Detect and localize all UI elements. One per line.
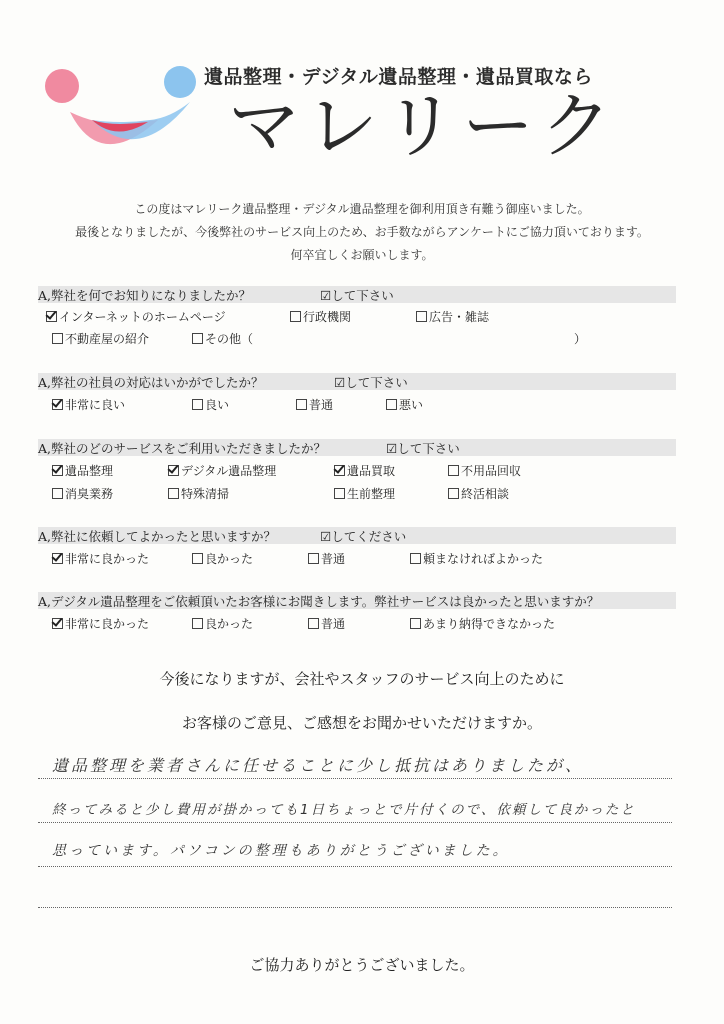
q1-option-internet[interactable]: インターネットのホームページ: [46, 308, 226, 325]
checkbox-icon: [410, 618, 421, 629]
checkbox-icon: [192, 618, 203, 629]
q5-option-normal[interactable]: 普通: [308, 615, 345, 632]
brand-name: マレリーク: [228, 84, 619, 168]
checkbox-checked-icon: [46, 311, 57, 322]
q1-option-other[interactable]: その他（: [192, 330, 253, 347]
q5-option-good[interactable]: 良かった: [192, 615, 253, 632]
checkbox-checked-icon: [52, 553, 63, 564]
q1-option-advertising[interactable]: 広告・雑誌: [416, 308, 489, 325]
q3-option-deodorizing[interactable]: 消臭業務: [52, 485, 113, 502]
q4-option-very-good[interactable]: 非常に良かった: [52, 550, 149, 567]
dotted-line: [38, 778, 672, 779]
checkbox-icon: [52, 488, 63, 499]
q3-option-estate-cleanup[interactable]: 遺品整理: [52, 462, 113, 479]
q4-option-should-not-have[interactable]: 頼まなければよかった: [410, 550, 543, 567]
q1-option-other-close: ）: [574, 332, 587, 346]
q3-option-end-of-life-consult[interactable]: 終活相談: [448, 485, 509, 502]
handwriting-line-3: 思っています。パソコンの整理もありがとうございました。: [52, 843, 510, 859]
checkbox-icon: [192, 553, 203, 564]
dotted-line: [38, 907, 672, 908]
checkbox-icon: [334, 488, 345, 499]
q4-option-good[interactable]: 良かった: [192, 550, 253, 567]
checkbox-icon: [192, 333, 203, 344]
question-3-text: A,弊社のどのサービスをご利用いただきましたか？: [38, 441, 327, 456]
checkbox-checked-icon: [52, 618, 63, 629]
q3-option-digital-cleanup[interactable]: デジタル遺品整理: [168, 462, 276, 479]
q2-option-bad[interactable]: 悪い: [386, 396, 423, 413]
checkbox-checked-icon: [52, 399, 63, 410]
checkbox-checked-icon: [168, 465, 179, 476]
checkbox-icon: [448, 488, 459, 499]
q5-option-very-good[interactable]: 非常に良かった: [52, 615, 149, 632]
question-4-text: A,弊社に依頼してよかったと思いますか？: [38, 529, 277, 544]
q4-option-normal[interactable]: 普通: [308, 550, 345, 567]
q1-option-government[interactable]: 行政機関: [290, 308, 351, 325]
dotted-line: [38, 822, 672, 823]
question-5-text: A,デジタル遺品整理をご依頼頂いたお客様にお聞きします。弊社サービスは良かったと思いますか？: [38, 594, 600, 609]
checkbox-checked-icon: [52, 465, 63, 476]
footer-thanks: ご協力ありがとうございました。: [249, 956, 475, 974]
question-1-instruction: ☑して下さい: [320, 288, 394, 303]
intro-line-3: 何卒宜しくお願いします。: [290, 248, 434, 262]
checkbox-icon: [168, 488, 179, 499]
q3-option-special-cleaning[interactable]: 特殊清掃: [168, 485, 229, 502]
question-3-instruction: ☑して下さい: [386, 441, 460, 456]
q2-option-good[interactable]: 良い: [192, 396, 229, 413]
question-2-text: A,弊社の社員の対応はいかがでしたか？: [38, 375, 264, 390]
header-tagline: 遺品整理・デジタル遺品整理・遺品買取なら: [204, 66, 593, 88]
q3-option-pre-death-cleanup[interactable]: 生前整理: [334, 485, 395, 502]
feedback-prompt-1: 今後になりますが、会社やスタッフのサービス向上のために: [159, 670, 565, 688]
question-4-instruction: ☑してください: [320, 529, 407, 544]
q1-option-realestate[interactable]: 不動産屋の紹介: [52, 330, 149, 347]
dotted-line: [38, 866, 672, 867]
checkbox-icon: [386, 399, 397, 410]
checkbox-checked-icon: [334, 465, 345, 476]
handwriting-line-1: 遺品整理を業者さんに任せることに少し抵抗はありましたが、: [52, 756, 585, 775]
intro-line-2: 最後となりましたが、今後弊社のサービス向上のため、お手数ながらアンケートにご協力頂いております。: [75, 225, 649, 239]
q3-option-buyback[interactable]: 遺品買取: [334, 462, 395, 479]
checkbox-icon: [290, 311, 301, 322]
feedback-prompt-2: お客様のご意見、ご感想をお聞かせいただけますか。: [181, 714, 542, 732]
handwriting-line-2: 終ってみると少し費用が掛かっても1日ちょっとで片付くので、依頼して良かったと: [52, 802, 636, 818]
checkbox-icon: [296, 399, 307, 410]
intro-text: [0, 198, 724, 267]
question-1-text: A,弊社を何でお知りになりましたか？: [38, 288, 252, 303]
checkbox-icon: [52, 333, 63, 344]
checkbox-icon: [308, 553, 319, 564]
q2-option-very-good[interactable]: 非常に良い: [52, 396, 125, 413]
checkbox-icon: [192, 399, 203, 410]
brand-logo-icon: [40, 62, 200, 162]
checkbox-icon: [410, 553, 421, 564]
intro-line-1: この度はマレリーク遺品整理・デジタル遺品整理を御利用頂き有難う御座いました。: [134, 202, 590, 216]
checkbox-icon: [448, 465, 459, 476]
q2-option-normal[interactable]: 普通: [296, 396, 333, 413]
q5-option-not-satisfied[interactable]: あまり納得できなかった: [410, 615, 555, 632]
q3-option-junk-collection[interactable]: 不用品回収: [448, 462, 521, 479]
checkbox-icon: [308, 618, 319, 629]
checkbox-icon: [416, 311, 427, 322]
question-2-instruction: ☑して下さい: [334, 375, 408, 390]
